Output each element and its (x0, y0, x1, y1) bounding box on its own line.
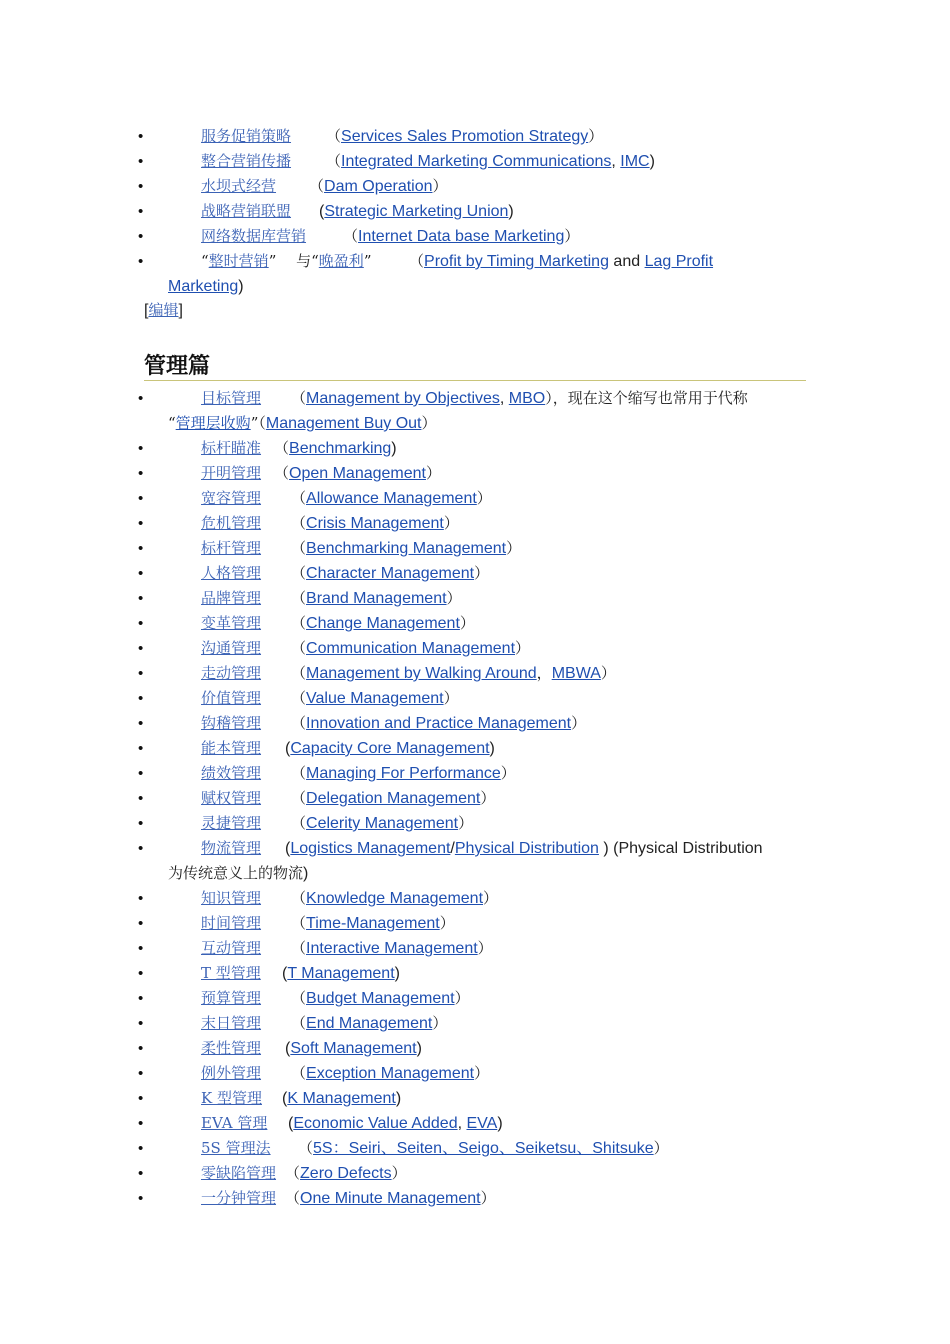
term-text: “ (201, 252, 209, 270)
list-item (0, 1111, 950, 1136)
term-text: ) (508, 203, 514, 220)
bullet-icon: • (138, 1140, 144, 1157)
bullet-icon: • (138, 815, 144, 832)
bullet-icon: • (138, 715, 144, 732)
term-english (285, 1161, 407, 1186)
term-english (291, 511, 459, 536)
term-link[interactable]: Communication Management (306, 640, 516, 657)
term-link[interactable]: Change Management (306, 615, 460, 632)
list-item (0, 461, 950, 486)
term-text: （ (285, 1164, 301, 1182)
term-english (288, 1111, 503, 1136)
term-link[interactable]: Soft Management (290, 1040, 417, 1057)
term-link[interactable]: Economic Value Added (293, 1115, 458, 1132)
bullet-icon: • (138, 1090, 144, 1107)
term-link[interactable]: Marketing (168, 278, 239, 295)
term-english (291, 811, 473, 836)
term-text: ) (Physical Distribution (598, 840, 763, 857)
term-english (326, 124, 603, 149)
bullet-icon: • (138, 253, 144, 270)
edit-bracket-open: [ (144, 302, 149, 319)
bullet-icon: • (138, 153, 144, 170)
term-link-zh[interactable]: 灵捷管理 (201, 814, 262, 832)
term-text: （ (291, 564, 307, 582)
term-link-zh[interactable]: 例外管理 (201, 1064, 262, 1082)
term-link[interactable]: Management by Walking Around (306, 665, 537, 682)
term-text: ），现在这个缩写也常用于代称 (545, 389, 748, 407)
term-text: ”（ (250, 414, 266, 432)
bullet-icon: • (138, 965, 144, 982)
term-link[interactable]: Exception Management (306, 1065, 475, 1082)
bullet-icon: • (138, 690, 144, 707)
list-item (0, 661, 950, 686)
term-link[interactable]: K Management (287, 1090, 396, 1107)
list-item (0, 886, 950, 911)
term-text: ） (446, 589, 462, 607)
term-link[interactable]: Value Management (306, 690, 444, 707)
bullet-icon: • (138, 1040, 144, 1057)
list-item (0, 636, 950, 661)
term-english (291, 661, 616, 686)
term-link[interactable]: Managing For Performance (306, 765, 501, 782)
bullet-icon: • (138, 515, 144, 532)
term-text: ） (443, 689, 459, 707)
term-text: ） (480, 789, 496, 807)
term-text: ) (416, 1040, 422, 1057)
term-continuation (168, 411, 437, 436)
list-item (0, 836, 950, 886)
list-item (0, 786, 950, 811)
section-heading: 管理篇 (144, 354, 211, 379)
bullet-icon: • (138, 1190, 144, 1207)
term-text: ） (443, 514, 459, 532)
list-item (0, 1161, 950, 1186)
term-english (291, 986, 470, 1011)
term-english (285, 736, 495, 761)
term-link[interactable]: Profit by Timing Marketing (424, 253, 609, 270)
list-item (0, 1136, 950, 1161)
term-text: ） (506, 539, 522, 557)
list-item (0, 1036, 950, 1061)
term-link-zh[interactable]: 时间管理 (201, 914, 262, 932)
list-item (0, 711, 950, 736)
marketing-strategy-list (0, 124, 950, 299)
term-english (282, 961, 400, 986)
bullet-icon: • (138, 640, 144, 657)
term-english (291, 486, 492, 511)
term-english (285, 836, 763, 861)
term-link[interactable]: 管理层收购 (175, 414, 251, 432)
term-text: （ (326, 152, 342, 170)
term-link[interactable]: Integrated Marketing Communications (341, 153, 612, 170)
bullet-icon: • (138, 990, 144, 1007)
term-text: ) (649, 153, 655, 170)
term-english (285, 1186, 496, 1211)
term-english (291, 786, 495, 811)
term-link[interactable]: 整时营销 (208, 252, 269, 270)
term-text: 为传统意义上的物流 (168, 864, 304, 882)
term-text: （ (291, 539, 307, 557)
term-text: ” (363, 252, 372, 270)
list-item (0, 686, 950, 711)
list-item (0, 436, 950, 461)
term-link-zh[interactable]: 品牌管理 (201, 589, 262, 607)
term-text: （ (291, 614, 307, 632)
term-text: ） (459, 614, 475, 632)
list-item (0, 174, 950, 199)
term-link[interactable]: Benchmarking Management (306, 540, 507, 557)
term-text: （ (291, 714, 307, 732)
bullet-icon: • (138, 178, 144, 195)
bullet-icon: • (138, 840, 144, 857)
term-text: （ (291, 639, 307, 657)
term-link-zh[interactable]: 标杆管理 (201, 539, 262, 557)
term-text: （ (291, 489, 307, 507)
bullet-icon: • (138, 615, 144, 632)
term-text: ） (515, 639, 531, 657)
term-english (274, 461, 441, 486)
term-english (291, 536, 521, 561)
term-text: ） (477, 939, 493, 957)
term-english (343, 224, 579, 249)
term-link-zh[interactable]: 零缺陷管理 (201, 1164, 277, 1182)
list-item (0, 386, 950, 436)
bullet-icon: • (138, 765, 144, 782)
term-link-zh[interactable]: 绩效管理 (201, 764, 262, 782)
edit-link[interactable]: 编辑 (148, 301, 179, 319)
term-link-zh[interactable]: 钩稽管理 (201, 714, 262, 732)
term-english (409, 249, 713, 274)
bullet-icon: • (138, 1115, 144, 1132)
term-text: （ (285, 1189, 301, 1207)
term-text: ） (439, 914, 455, 932)
term-text: ） (458, 814, 474, 832)
bullet-icon: • (138, 440, 144, 457)
term-text: ） (432, 1014, 448, 1032)
term-text: ( (288, 1115, 294, 1132)
term-text: ） (474, 564, 490, 582)
term-english (291, 636, 530, 661)
term-text: ( (282, 1090, 288, 1107)
term-text: （ (291, 589, 307, 607)
list-item (0, 486, 950, 511)
term-text: , (611, 153, 621, 170)
term-link[interactable]: Knowledge Management (306, 890, 484, 907)
term-text: （ (274, 439, 290, 457)
list-item (0, 911, 950, 936)
term-text: ( (282, 965, 288, 982)
term-continuation (168, 274, 244, 299)
term-text: ( (285, 740, 291, 757)
list-item (0, 199, 950, 224)
list-item (0, 961, 950, 986)
term-link-zh[interactable]: 物流管理 (201, 839, 262, 857)
term-text: （ (326, 127, 342, 145)
term-english (285, 1036, 422, 1061)
term-text: ) (395, 1090, 402, 1107)
term-link-zh[interactable]: 人格管理 (201, 564, 262, 582)
bullet-icon: • (138, 940, 144, 957)
bullet-icon: • (138, 1065, 144, 1082)
term-link[interactable]: T Management (287, 965, 395, 982)
term-text: ） (564, 227, 580, 245)
term-link[interactable]: Benchmarking (289, 440, 392, 457)
term-english (291, 936, 493, 961)
term-link[interactable]: Celerity Management (306, 815, 459, 832)
term-link[interactable]: Strategic Marketing Union (324, 203, 509, 220)
term-text: ） (391, 1164, 407, 1182)
term-link[interactable]: Dam Operation (324, 178, 433, 195)
term-text: （ (291, 889, 307, 907)
term-english (326, 149, 655, 174)
term-link-zh[interactable]: 柔性管理 (201, 1039, 262, 1057)
bullet-icon: • (138, 890, 144, 907)
list-item (0, 511, 950, 536)
term-text: ） (474, 1064, 490, 1082)
list-item (0, 1186, 950, 1211)
term-link[interactable]: Innovation and Practice Management (306, 715, 572, 732)
term-text: ） (480, 1189, 496, 1207)
term-text: （ (291, 514, 307, 532)
term-text: ） (483, 889, 499, 907)
list-item (0, 1061, 950, 1086)
term-link[interactable]: Crisis Management (306, 515, 444, 532)
list-item (0, 124, 950, 149)
term-continuation (168, 861, 308, 886)
bullet-icon: • (138, 465, 144, 482)
bullet-icon: • (138, 590, 144, 607)
term-link-zh[interactable]: 服务促销策略 (201, 127, 292, 145)
term-text: / (450, 840, 455, 857)
term-text: , (499, 390, 509, 407)
term-english (291, 586, 462, 611)
term-link[interactable]: Management by Objectives (306, 390, 500, 407)
bullet-icon: • (138, 540, 144, 557)
term-link-zh[interactable]: 宽容管理 (201, 489, 262, 507)
term-english (274, 436, 397, 461)
term-link-zh[interactable]: 价值管理 (201, 689, 262, 707)
term-link-zh[interactable]: EVA 管理 (201, 1114, 268, 1132)
term-text: （ (291, 789, 307, 807)
term-text: （ (291, 389, 307, 407)
term-text: ) (303, 865, 309, 882)
bullet-icon: • (138, 665, 144, 682)
term-text: （ (298, 1139, 314, 1157)
list-item (0, 586, 950, 611)
term-english (291, 686, 459, 711)
term-link-zh[interactable]: 危机管理 (201, 514, 262, 532)
term-text: （ (409, 252, 425, 270)
term-text: ) (497, 1115, 503, 1132)
bullet-icon: • (138, 790, 144, 807)
term-text: （ (291, 764, 307, 782)
bullet-icon: • (138, 128, 144, 145)
list-item (0, 986, 950, 1011)
list-item (0, 149, 950, 174)
term-zh-group (201, 249, 371, 274)
term-link-zh[interactable]: 一分钟管理 (201, 1189, 277, 1207)
list-item (0, 936, 950, 961)
term-link-zh[interactable]: 水坝式经营 (201, 177, 277, 195)
term-english (309, 174, 448, 199)
term-link-zh[interactable]: 互动管理 (201, 939, 262, 957)
term-text: （ (309, 177, 325, 195)
term-text: （ (291, 914, 307, 932)
term-english (291, 1011, 447, 1036)
list-item (0, 224, 950, 249)
management-list (0, 386, 950, 1211)
list-item (0, 611, 950, 636)
term-text: ） (426, 464, 442, 482)
term-english (291, 1061, 489, 1086)
term-text: and (608, 253, 645, 270)
edit-section (144, 298, 183, 323)
term-link[interactable]: Interactive Management (306, 940, 478, 957)
term-text: ） (653, 1139, 669, 1157)
term-link[interactable]: Budget Management (306, 990, 455, 1007)
list-item (0, 736, 950, 761)
term-link[interactable]: Management Buy Out (265, 415, 422, 432)
term-link[interactable]: Time-Management (306, 915, 440, 932)
term-text: ( (285, 1040, 291, 1057)
term-text: ） (571, 714, 587, 732)
term-text: ） (454, 989, 470, 1007)
term-text: ) (391, 440, 397, 457)
term-link[interactable]: Zero Defects (300, 1165, 392, 1182)
term-link[interactable]: Physical Distribution (454, 840, 599, 857)
term-text: ， (536, 664, 552, 682)
term-text: “ (168, 414, 176, 432)
term-link-zh[interactable]: 赋权管理 (201, 789, 262, 807)
term-text: ） (500, 764, 516, 782)
term-text: （ (274, 464, 290, 482)
term-english (291, 386, 748, 411)
bullet-icon: • (138, 390, 144, 407)
term-link-zh[interactable]: T 型管理 (201, 964, 261, 982)
list-item (0, 811, 950, 836)
term-link[interactable]: 5S：Seiri、Seiten、Seigo、Seiketsu、Shitsuke (313, 1140, 654, 1157)
term-english (291, 711, 586, 736)
term-english (319, 199, 514, 224)
term-link-zh[interactable]: 沟通管理 (201, 639, 262, 657)
term-text: （ (291, 664, 307, 682)
term-text: ) (238, 278, 244, 295)
list-item (0, 761, 950, 786)
bullet-icon: • (138, 565, 144, 582)
list-item (0, 561, 950, 586)
term-link[interactable]: One Minute Management (300, 1190, 481, 1207)
term-link[interactable]: MBO (508, 390, 546, 407)
term-link[interactable]: End Management (306, 1015, 433, 1032)
term-text: （ (291, 939, 307, 957)
term-link-zh[interactable]: 能本管理 (201, 739, 262, 757)
term-link[interactable]: EVA (466, 1115, 498, 1132)
bullet-icon: • (138, 228, 144, 245)
term-link-zh[interactable]: 5S 管理法 (201, 1139, 271, 1157)
term-text: ) (394, 965, 400, 982)
bullet-icon: • (138, 740, 144, 757)
term-text: （ (291, 689, 307, 707)
term-text: ） (588, 127, 604, 145)
term-link-zh[interactable]: 标杆瞄准 (201, 439, 262, 457)
term-link-zh[interactable]: 整合营销传播 (201, 152, 292, 170)
term-text: ） (476, 489, 492, 507)
term-link[interactable]: Internet Data base Marketing (358, 228, 565, 245)
term-text: ） (432, 177, 448, 195)
term-text: （ (291, 1014, 307, 1032)
term-text: ( (319, 203, 325, 220)
list-item (0, 536, 950, 561)
bullet-icon: • (138, 1165, 144, 1182)
term-link-zh[interactable]: 知识管理 (201, 889, 262, 907)
term-link[interactable]: Character Management (306, 565, 475, 582)
term-link[interactable]: Brand Management (306, 590, 447, 607)
list-item (0, 1086, 950, 1111)
bullet-icon: • (138, 1015, 144, 1032)
term-link[interactable]: Allowance Management (306, 490, 477, 507)
term-link[interactable]: Open Management (289, 465, 426, 482)
term-link[interactable]: IMC (620, 153, 650, 170)
term-link[interactable]: Delegation Management (306, 790, 481, 807)
term-link-zh[interactable]: 网络数据库营销 (201, 227, 307, 245)
term-link-zh[interactable]: 变革管理 (201, 614, 262, 632)
heading-divider (144, 380, 806, 381)
term-link[interactable]: Services Sales Promotion Strategy (341, 128, 589, 145)
term-text: （ (291, 814, 307, 832)
bullet-icon: • (138, 203, 144, 220)
edit-bracket-close: ] (178, 302, 183, 319)
term-text: （ (343, 227, 359, 245)
term-english (291, 761, 516, 786)
term-link[interactable]: MBWA (551, 665, 601, 682)
term-link[interactable]: Capacity Core Management (290, 740, 490, 757)
term-link-zh[interactable]: 目标管理 (201, 389, 262, 407)
term-text: ） (421, 414, 437, 432)
list-item (0, 1011, 950, 1036)
term-link[interactable]: Lag Profit (644, 253, 714, 270)
term-english (282, 1086, 401, 1111)
bullet-icon: • (138, 490, 144, 507)
term-text: ” 与“ (268, 252, 319, 270)
term-text: （ (291, 1064, 307, 1082)
term-english (298, 1136, 669, 1161)
term-english (291, 886, 498, 911)
term-english (291, 561, 489, 586)
term-link-zh[interactable]: 预算管理 (201, 989, 262, 1007)
term-text: ( (285, 840, 291, 857)
term-link-zh[interactable]: K 型管理 (201, 1089, 262, 1107)
term-link-zh[interactable]: 走动管理 (201, 664, 262, 682)
term-text: , (457, 1115, 467, 1132)
term-english (291, 611, 475, 636)
list-item (0, 249, 950, 299)
term-text: ） (600, 664, 616, 682)
term-link-zh[interactable]: 战略营销联盟 (201, 202, 292, 220)
term-text: （ (291, 989, 307, 1007)
bullet-icon: • (138, 915, 144, 932)
term-link[interactable]: Logistics Management (290, 840, 451, 857)
term-link[interactable]: 晚盈利 (318, 252, 364, 270)
term-link-zh[interactable]: 末日管理 (201, 1014, 262, 1032)
term-link-zh[interactable]: 开明管理 (201, 464, 262, 482)
term-text: ) (489, 740, 495, 757)
term-english (291, 911, 455, 936)
